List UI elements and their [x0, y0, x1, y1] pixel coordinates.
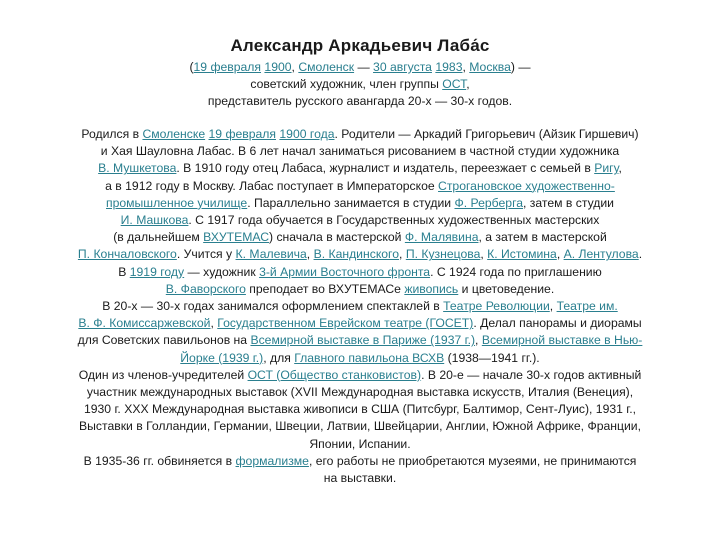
body-line — [28, 436, 692, 453]
text-run: , — [306, 247, 314, 262]
text-run: представитель русского авангарда 20-х — 30-х годов. — [207, 94, 513, 109]
wiki-link[interactable]: Смоленске — [142, 127, 206, 141]
page-title: Александр Аркадьевич Лаба́с — [230, 36, 490, 55]
text-run: . В 20-е — начале 30-х годов активный — [421, 367, 642, 382]
wiki-link[interactable]: 30 августа — [373, 60, 432, 74]
wiki-link[interactable]: К. Малевича — [235, 247, 307, 262]
text-run: , — [291, 60, 299, 74]
text-run: и Хая Шауловна Лабас. В 6 лет начал заниматься рисованием в частной студии художника — [100, 144, 620, 159]
text-run: , — [475, 333, 482, 348]
wiki-link[interactable]: Театре им. — [556, 299, 618, 314]
text-run: советский художник, член группы — [250, 77, 443, 92]
text-run: . Параллельно занимается в студии — [247, 195, 455, 210]
text-run: Родился в — [81, 127, 143, 141]
lead-line — [110, 93, 610, 110]
text-run: , затем в студии — [523, 195, 614, 210]
wiki-link[interactable]: 1900 — [264, 60, 292, 74]
body-line — [28, 298, 692, 315]
body-line — [28, 143, 692, 160]
text-run: . В 1910 году отец Лабаса, журналист и издатель, переезжает с семьей в — [176, 161, 595, 176]
wiki-link[interactable]: Всемирной выставке в Нью- — [481, 333, 643, 348]
wiki-link[interactable]: П. Кончаловского — [77, 247, 177, 262]
text-run: В 20-х — 30-х годах занимался оформлением спектаклей в — [102, 299, 444, 314]
text-run: . — [638, 247, 643, 262]
wiki-link[interactable]: Смоленск — [298, 60, 355, 74]
lead-line — [110, 59, 610, 76]
text-run: Японии, Испании. — [309, 436, 411, 451]
text-run: , для — [263, 350, 295, 365]
text-run: и цветоведение. — [458, 281, 555, 296]
text-run: , — [466, 77, 470, 92]
lead-line — [110, 76, 610, 93]
body-line — [28, 453, 692, 470]
wiki-link[interactable]: формализме — [235, 453, 309, 468]
body-line — [28, 315, 692, 332]
wiki-link[interactable]: В. Кандинского — [313, 247, 400, 262]
text-run: 1930 г. XXX Международная выставка живописи в США (Питсбург, Балтимор, Сент-Луис), 1931 г., — [83, 402, 637, 417]
text-run: , а затем в мастерской — [478, 230, 607, 245]
wiki-link[interactable]: 3-й Армии Восточного фронта — [259, 264, 431, 279]
text-run: на выставки. — [323, 471, 397, 486]
text-run: ) сначала в мастерской — [269, 230, 405, 245]
wiki-link[interactable]: 1983 — [435, 60, 463, 74]
body-line — [28, 178, 692, 195]
wiki-link[interactable]: промышленное училище — [106, 195, 248, 210]
body-line — [28, 160, 692, 177]
wiki-link[interactable]: ВХУТЕМАС — [203, 230, 270, 245]
text-run: , — [556, 247, 564, 262]
text-run: . С 1924 года по приглашению — [430, 264, 602, 279]
wiki-link[interactable]: В. Ф. Комиссаржевской — [78, 316, 211, 331]
text-run: , — [399, 247, 406, 262]
text-run: . Родители — Аркадий Григорьевич (Айзик Гиршевич) — [334, 127, 639, 141]
wiki-link[interactable]: Ф. Малявина — [404, 230, 479, 245]
text-run: для Советских павильонов на — [77, 333, 251, 348]
text-run: . С 1917 года обучается в Государственных художественных мастерских — [188, 213, 600, 228]
body-line — [28, 281, 692, 298]
text-run: преподает во ВХУТЕМАСе — [245, 281, 405, 296]
body-line — [28, 367, 692, 384]
wiki-link[interactable]: А. Лентулова — [563, 247, 639, 262]
wiki-link[interactable]: Государственном Еврейском театре (ГОСЕТ) — [217, 316, 474, 331]
body-line — [28, 229, 692, 246]
wiki-link[interactable]: 1900 года — [279, 127, 335, 141]
wiki-link[interactable]: Главного павильона ВСХВ — [294, 350, 445, 365]
body-line — [28, 246, 692, 263]
wiki-link[interactable]: Театре Революции — [443, 299, 550, 314]
wiki-link[interactable]: Ригу — [594, 161, 619, 176]
text-run: ( — [189, 60, 194, 74]
body-line — [28, 401, 692, 418]
text-run: ) — — [510, 60, 531, 74]
body-line — [28, 195, 692, 212]
biography-text — [28, 126, 692, 487]
body-line — [28, 418, 692, 435]
text-run: (в дальнейшем — [113, 230, 204, 245]
wiki-link[interactable]: живопись — [404, 281, 459, 296]
text-run: , — [480, 247, 488, 262]
wiki-link[interactable]: Строгановское художественно- — [438, 178, 615, 193]
text-run: В 1935-36 гг. обвиняется в — [83, 453, 236, 468]
body-line — [28, 384, 692, 401]
body-line — [28, 350, 692, 367]
body-line — [28, 332, 692, 349]
text-run: Один из членов-учредителей — [78, 367, 248, 382]
wiki-link[interactable]: В. Фаворского — [165, 281, 246, 296]
text-run: — — [354, 60, 374, 74]
text-run: Выставки в Голландии, Германии, Швеции, Латвии, Швейцарии, Англии, Южной Африке, Франции, — [79, 419, 641, 434]
text-run: (1938—1941 гг.). — [444, 350, 540, 365]
text-run: , его работы не приобретаются музеями, не принимаются — [308, 453, 637, 468]
text-run: участник международных выставок (XVII Международная выставка искусств, Италия (Венеция), — [86, 385, 634, 400]
lead-paragraph — [110, 59, 610, 111]
wiki-link[interactable]: Всемирной выставке в Париже (1937 г.) — [250, 333, 476, 348]
wiki-link[interactable]: П. Кузнецова — [405, 247, 481, 262]
wiki-link[interactable]: Ф. Рерберга — [454, 195, 524, 210]
wiki-link[interactable]: Москва — [469, 60, 511, 74]
wiki-link[interactable]: ОСТ (Общество станковистов) — [247, 367, 422, 382]
wiki-link[interactable]: Йорке (1939 г.) — [180, 350, 264, 365]
wiki-link[interactable]: 19 февраля — [193, 60, 262, 74]
text-run: . Учится у — [176, 247, 236, 262]
text-run: В — [118, 264, 130, 279]
body-line — [28, 126, 692, 143]
wiki-link[interactable]: 19 февраля — [208, 127, 276, 141]
wiki-link[interactable]: В. Мушкетова — [98, 161, 177, 176]
wiki-link[interactable]: И. Машкова — [120, 213, 189, 228]
text-run: , — [210, 316, 218, 331]
text-run: , — [549, 299, 557, 314]
wiki-link[interactable]: 1919 году — [129, 264, 185, 279]
text-run: а в 1912 году в Москву. Лабас поступает в Императорское — [105, 178, 439, 193]
body-line — [28, 212, 692, 229]
text-run: , — [618, 161, 622, 176]
text-run: . Делал панорамы и диорамы — [473, 316, 642, 331]
wiki-link[interactable]: ОСТ — [442, 77, 467, 92]
body-line — [28, 264, 692, 281]
wiki-link[interactable]: К. Истомина — [487, 247, 557, 262]
text-run: , — [462, 60, 470, 74]
text-run: — художник — [184, 264, 260, 279]
body-line — [28, 470, 692, 487]
